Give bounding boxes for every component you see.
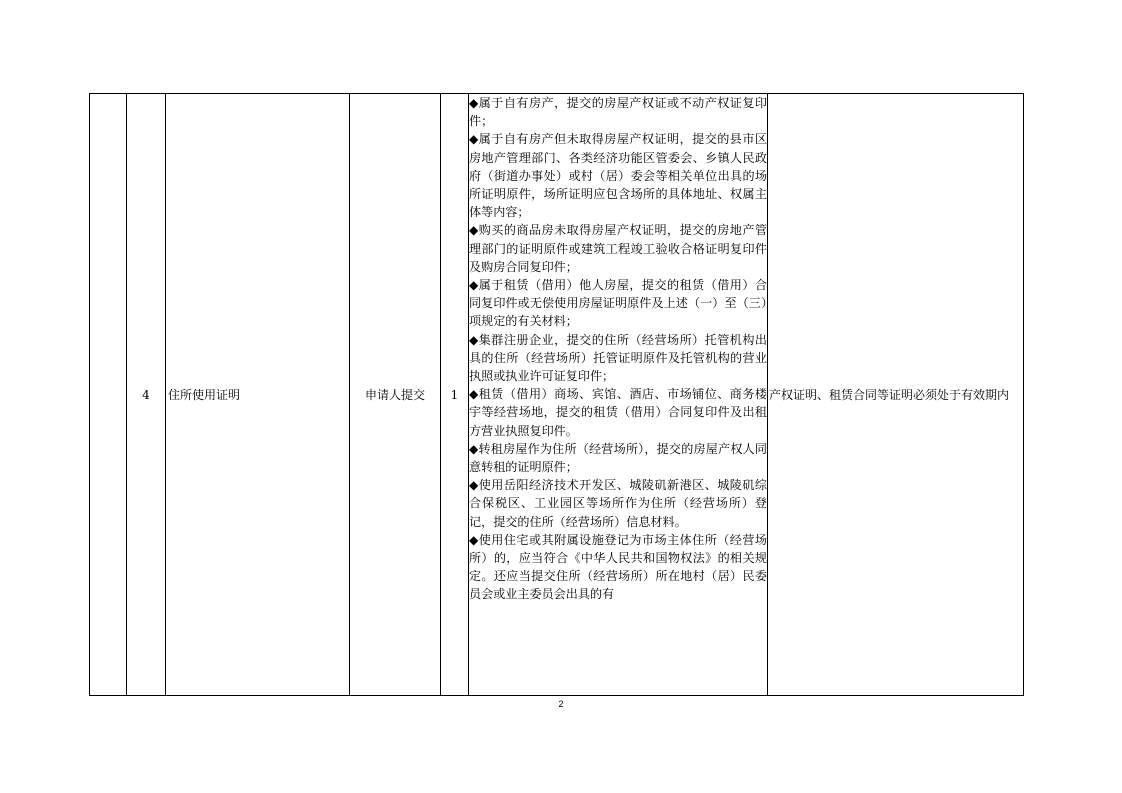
list-item: ◆购买的商品房未取得房屋产权证明，提交的房地产管理部门的证明原件或建筑工程竣工验收合格证明复印件及购房合同复印件；	[469, 223, 767, 274]
list-item: ◆属于自有房产但未取得房屋产权证明，提交的县市区房地产管理部门、各类经济功能区管委会、乡镇人民政府（街道办事处）或村（居）委会等相关单位出具的场所证明原件，场所证明应包含场所的具体地址、权属主体等内容；	[469, 132, 767, 220]
list-item: ◆转租房屋作为住所（经营场所），提交的房屋产权人同意转租的证明原件；	[469, 441, 767, 475]
list-item: ◆使用住宅或其附属设施登记为市场主体住所（经营场所）的，应当符合《中华人民共和国物权法》的相关规定。还应当提交住所（经营场所）所在地村（居）民委员会或业主委员会出具的有	[469, 532, 767, 602]
material-name: 住所使用证明	[166, 94, 350, 696]
requirements-list	[469, 94, 767, 604]
material-source: 申请人提交	[350, 94, 441, 696]
list-item: ◆使用岳阳经济技术开发区、城陵矶新港区、城陵矶综合保税区、工业园区等场所作为住所（经营场所）登记，提交的住所（经营场所）信息材料。	[469, 478, 767, 529]
list-item: ◆属于自有房产，提交的房屋产权证或不动产权证复印件；	[469, 96, 767, 129]
row-number: 4	[127, 94, 166, 696]
table-row	[90, 94, 1024, 696]
page-number: 2	[558, 699, 564, 709]
list-item: ◆租赁（借用）商场、宾馆、酒店、市场铺位、商务楼宇等经营场地，提交的租赁（借用）合同复印件及出租方营业执照复印件。	[469, 387, 767, 438]
note-cell	[768, 94, 1024, 696]
blank-cell	[90, 94, 127, 696]
materials-table	[89, 93, 1024, 696]
requirements-cell	[469, 94, 768, 696]
validity-note: 产权证明、租赁合同等证明必须处于有效期内	[769, 387, 1010, 402]
copy-count: 1	[441, 94, 469, 696]
list-item: ◆属于租赁（借用）他人房屋，提交的租赁（借用）合同复印件或无偿使用房屋证明原件及上述（一）至（三）项规定的有关材料；	[469, 278, 767, 329]
list-item: ◆集群注册企业，提交的住所（经营场所）托管机构出具的住所（经营场所）托管证明原件及托管机构的营业执照或执业许可证复印件；	[469, 332, 767, 384]
